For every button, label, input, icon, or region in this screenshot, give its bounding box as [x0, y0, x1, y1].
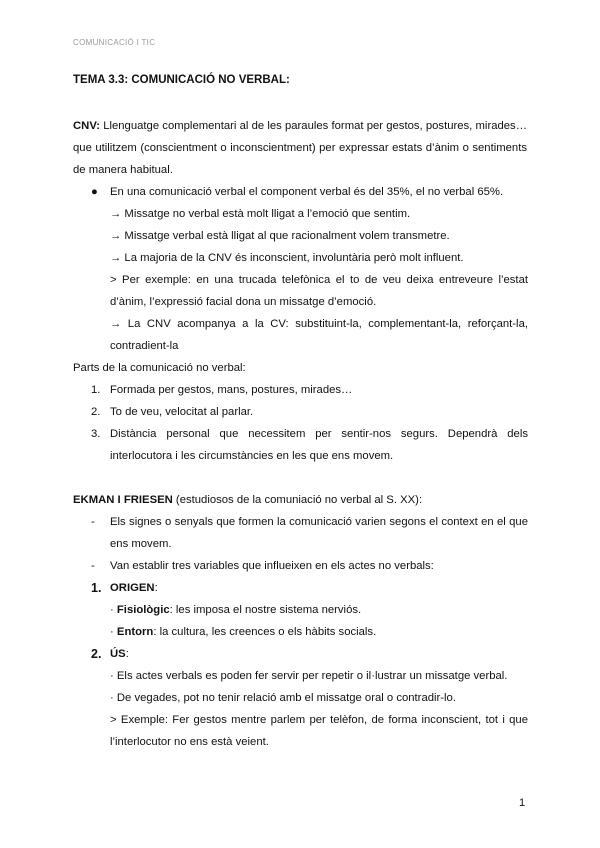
ekman-heading	[73, 489, 527, 511]
ekman-dash-item-1: Els signes o senyals que formen la comunicació varien segons el context en el que ens movem.	[110, 516, 528, 550]
variable-2-line-2: · De vegades, pot no tenir relació amb el missatge oral o contradir-lo.	[110, 692, 456, 704]
line-text: : les imposa el nostre sistema nerviós.	[169, 604, 362, 616]
cnv-definition	[73, 115, 527, 181]
ekman-heading-rest: (estudiosos de la comuniació no verbal al S. XX):	[172, 494, 423, 506]
parts-heading: Parts de la comunicació no verbal:	[73, 362, 246, 374]
variable-2-colon: :	[125, 648, 129, 660]
variable-2-line-1: · Els actes verbals es poden fer servir per repetir o il·lustrar un missatge verbal.	[110, 670, 508, 682]
cnv-definition-text: Llenguatge complementari al de les paraules format per gestos, postures, mirades… que utilitzem (conscientment o inconscientment) per expressar estats d’ànim o sentiments de manera habitual.	[73, 120, 527, 176]
subitem-2: → Missatge verbal està lligat al que racionalment volem transmetre.	[110, 230, 450, 242]
parts-item-3: Distància personal que necessitem per sentir-nos segurs. Dependrà dels interlocutora i les circumstàncies en les que ens movem.	[110, 428, 528, 462]
cnv-term: CNV:	[73, 120, 100, 132]
parts-num-1: 1.	[91, 384, 101, 396]
line-text: : la cultura, les creences o els hàbits socials.	[153, 626, 377, 638]
variable-num-2: 2.	[91, 647, 102, 661]
parts-num-2: 2.	[91, 406, 101, 418]
variable-label-1	[110, 577, 158, 599]
variable-num-1: 1.	[91, 581, 102, 595]
page-title: TEMA 3.3: COMUNICACIÓ NO VERBAL:	[73, 74, 290, 86]
running-header: COMUNICACIÓ I TIC	[73, 38, 156, 47]
subitem-5: → La CNV acompanya a la CV: substituint-la, complementant-la, reforçant-la, contradient-la	[110, 318, 528, 352]
ekman-heading-bold: EKMAN I FRIESEN	[73, 494, 173, 506]
parts-num-3: 3.	[91, 428, 101, 440]
variable-label-2	[110, 643, 129, 665]
bullet-dot: ●	[91, 186, 98, 198]
parts-item-2: To de veu, velocitat al parlar.	[110, 406, 254, 418]
line-term: Entorn	[116, 626, 154, 638]
variable-2-label: ÚS	[110, 648, 126, 660]
line-prefix: ·	[110, 626, 117, 638]
variable-1-label: ORIGEN	[110, 582, 155, 594]
variable-1-colon: :	[154, 582, 158, 594]
dash-2: -	[91, 560, 95, 572]
line-term: Fisiològic	[116, 604, 170, 616]
page-number: 1	[519, 797, 526, 809]
variable-2-example: > Exemple: Fer gestos mentre parlem per telèfon, de forma inconscient, tot i que l’interlocutor no ens està veient.	[110, 714, 528, 748]
subitem-1: → Missatge no verbal està molt lligat a l’emoció que sentim.	[110, 208, 411, 220]
line-prefix: ·	[110, 604, 117, 616]
ekman-dash-item-2: Van establir tres variables que influeixen en els actes no verbals:	[110, 560, 434, 572]
parts-item-1: Formada per gestos, mans, postures, mirades…	[110, 384, 353, 396]
dash-1: -	[91, 516, 95, 528]
subitem-4: > Per exemple: en una trucada telefònica el to de veu deixa entreveure l’estat d’ànim, l’expressió facial dona un missatge d’emoció.	[110, 274, 528, 308]
variable-1-line-2	[110, 621, 528, 643]
subitem-3: → La majoria de la CNV és inconscient, involuntària però molt influent.	[110, 252, 464, 264]
bullet-text: En una comunicació verbal el component verbal és del 35%, el no verbal 65%.	[110, 186, 504, 198]
variable-1-line-1	[110, 599, 528, 621]
